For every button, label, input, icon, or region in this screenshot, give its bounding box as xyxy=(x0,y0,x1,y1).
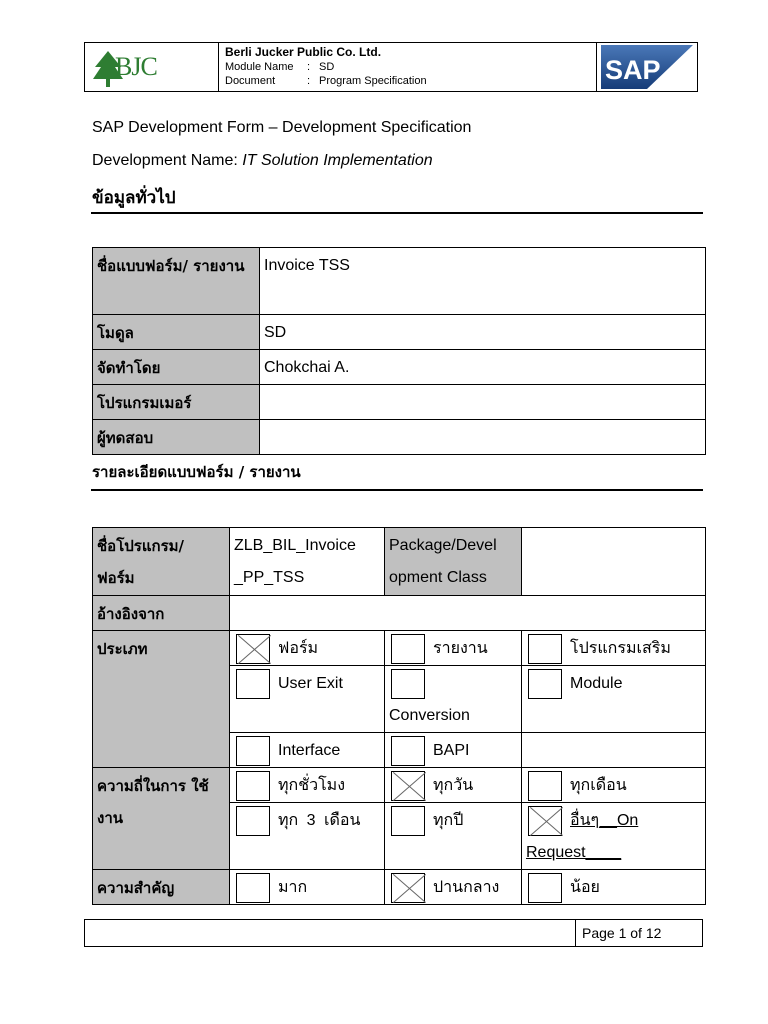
checkbox-checked[interactable] xyxy=(236,634,270,664)
type-option[interactable] xyxy=(522,666,706,733)
module-label: Module Name xyxy=(225,61,294,73)
option-label: Interface xyxy=(278,742,341,759)
page-footer xyxy=(84,919,703,947)
frequency-option[interactable] xyxy=(385,768,522,803)
document-header xyxy=(84,42,698,92)
program-name-label: ชื่อโปรแกรม/ ฟอร์ม xyxy=(93,528,230,596)
type-option[interactable] xyxy=(522,631,706,666)
document-value: Program Specification xyxy=(319,75,427,87)
type-option[interactable] xyxy=(385,733,522,768)
module-colon: : xyxy=(307,61,311,73)
type-option[interactable] xyxy=(230,666,385,733)
option-label: ฟอร์ม xyxy=(278,640,319,657)
type-option[interactable] xyxy=(385,631,522,666)
checkbox[interactable] xyxy=(528,669,562,699)
option-label: ทุกปี xyxy=(433,812,464,829)
option-label: ปานกลาง xyxy=(433,879,500,896)
divider xyxy=(91,212,703,214)
bjc-logo xyxy=(85,43,219,91)
option-label: User Exit xyxy=(278,675,343,692)
general-info-table xyxy=(92,247,706,455)
footer-blank xyxy=(85,920,576,946)
form-name-label: ชื่อแบบฟอร์ม/ รายงาน xyxy=(93,248,260,315)
table-row xyxy=(93,350,706,385)
tester-label: ผู้ทดสอบ xyxy=(93,420,260,455)
package-label: Package/Devel opment Class xyxy=(385,528,522,596)
bjc-logo-text: BJC xyxy=(115,52,157,81)
option-label: อื่นๆ__On Request____ xyxy=(526,812,639,861)
sap-logo-graphic xyxy=(601,45,693,89)
option-label: รายงาน xyxy=(433,640,488,657)
table-row xyxy=(93,385,706,420)
reference-value[interactable] xyxy=(230,596,706,631)
prepared-by-label: จัดทำโดย xyxy=(93,350,260,385)
type-option[interactable] xyxy=(230,631,385,666)
module-row xyxy=(225,60,596,74)
checkbox-checked[interactable] xyxy=(391,873,425,903)
company-name: Berli Jucker Public Co. Ltd. xyxy=(225,45,382,59)
program-name-value[interactable]: ZLB_BIL_Invoice _PP_TSS xyxy=(230,528,385,596)
option-label: Conversion xyxy=(389,707,470,724)
table-row xyxy=(93,768,706,803)
checkbox[interactable] xyxy=(391,806,425,836)
checkbox[interactable] xyxy=(236,669,270,699)
priority-option[interactable] xyxy=(522,870,706,905)
frequency-option[interactable] xyxy=(230,803,385,870)
checkbox[interactable] xyxy=(528,873,562,903)
checkbox[interactable] xyxy=(391,736,425,766)
module-row-label: โมดูล xyxy=(93,315,260,350)
dev-name-label: Development Name: xyxy=(92,152,238,169)
frequency-option[interactable] xyxy=(522,803,706,870)
table-row xyxy=(93,420,706,455)
type-option[interactable] xyxy=(230,733,385,768)
checkbox[interactable] xyxy=(236,873,270,903)
section-detail-heading: รายละเอียดแบบฟอร์ม / รายงาน xyxy=(92,463,301,481)
empty-cell xyxy=(522,733,706,768)
frequency-option[interactable] xyxy=(385,803,522,870)
header-info xyxy=(219,43,597,91)
checkbox[interactable] xyxy=(236,771,270,801)
priority-option[interactable] xyxy=(385,870,522,905)
detail-table xyxy=(92,527,706,905)
option-label: น้อย xyxy=(570,879,600,896)
checkbox[interactable] xyxy=(528,634,562,664)
table-row xyxy=(93,631,706,666)
option-label: BAPI xyxy=(433,742,470,759)
option-label: ทุก 3 เดือน xyxy=(278,812,361,829)
checkbox-checked[interactable] xyxy=(528,806,562,836)
checkbox[interactable] xyxy=(391,669,425,699)
priority-option[interactable] xyxy=(230,870,385,905)
priority-label: ความสำคัญ xyxy=(93,870,230,905)
programmer-value[interactable] xyxy=(260,385,706,420)
prepared-by-value[interactable]: Chokchai A. xyxy=(260,350,706,385)
document-label: Document xyxy=(225,75,276,87)
option-label: โปรแกรมเสริม xyxy=(570,640,671,657)
table-row xyxy=(93,870,706,905)
package-value[interactable] xyxy=(522,528,706,596)
option-label: ทุกชั่วโมง xyxy=(278,777,346,794)
reference-label: อ้างอิงจาก xyxy=(93,596,230,631)
frequency-option[interactable] xyxy=(522,768,706,803)
checkbox[interactable] xyxy=(528,771,562,801)
sap-logo xyxy=(597,43,697,91)
sap-logo-text: SAP xyxy=(605,55,661,85)
programmer-label: โปรแกรมเมอร์ xyxy=(93,385,260,420)
table-row xyxy=(93,315,706,350)
dev-name-line xyxy=(92,152,433,170)
option-label: ทุกเดือน xyxy=(570,777,627,794)
form-name-value[interactable]: Invoice TSS xyxy=(260,248,706,315)
module-row-value[interactable]: SD xyxy=(260,315,706,350)
checkbox[interactable] xyxy=(391,634,425,664)
document-colon: : xyxy=(307,75,311,87)
option-label: มาก xyxy=(278,879,308,896)
option-label: ทุกวัน xyxy=(433,777,474,794)
frequency-option[interactable] xyxy=(230,768,385,803)
frequency-label: ความถี่ในการ ใช้งาน xyxy=(93,768,230,870)
table-row xyxy=(93,528,706,596)
page-number: Page 1 of 12 xyxy=(582,925,662,941)
section-general-heading: ข้อมูลทั่วไป xyxy=(92,188,176,208)
document-row xyxy=(225,74,596,88)
form-title: SAP Development Form – Development Specification xyxy=(92,119,472,136)
type-label: ประเภท xyxy=(93,631,230,768)
checkbox[interactable] xyxy=(236,806,270,836)
checkbox-checked[interactable] xyxy=(391,771,425,801)
option-label: Module xyxy=(570,675,623,692)
table-row xyxy=(93,596,706,631)
divider xyxy=(91,489,703,491)
checkbox[interactable] xyxy=(236,736,270,766)
table-row xyxy=(93,248,706,315)
tester-value[interactable] xyxy=(260,420,706,455)
module-value: SD xyxy=(319,61,335,73)
dev-name-value: IT Solution Implementation xyxy=(242,152,433,169)
type-option[interactable] xyxy=(385,666,522,733)
